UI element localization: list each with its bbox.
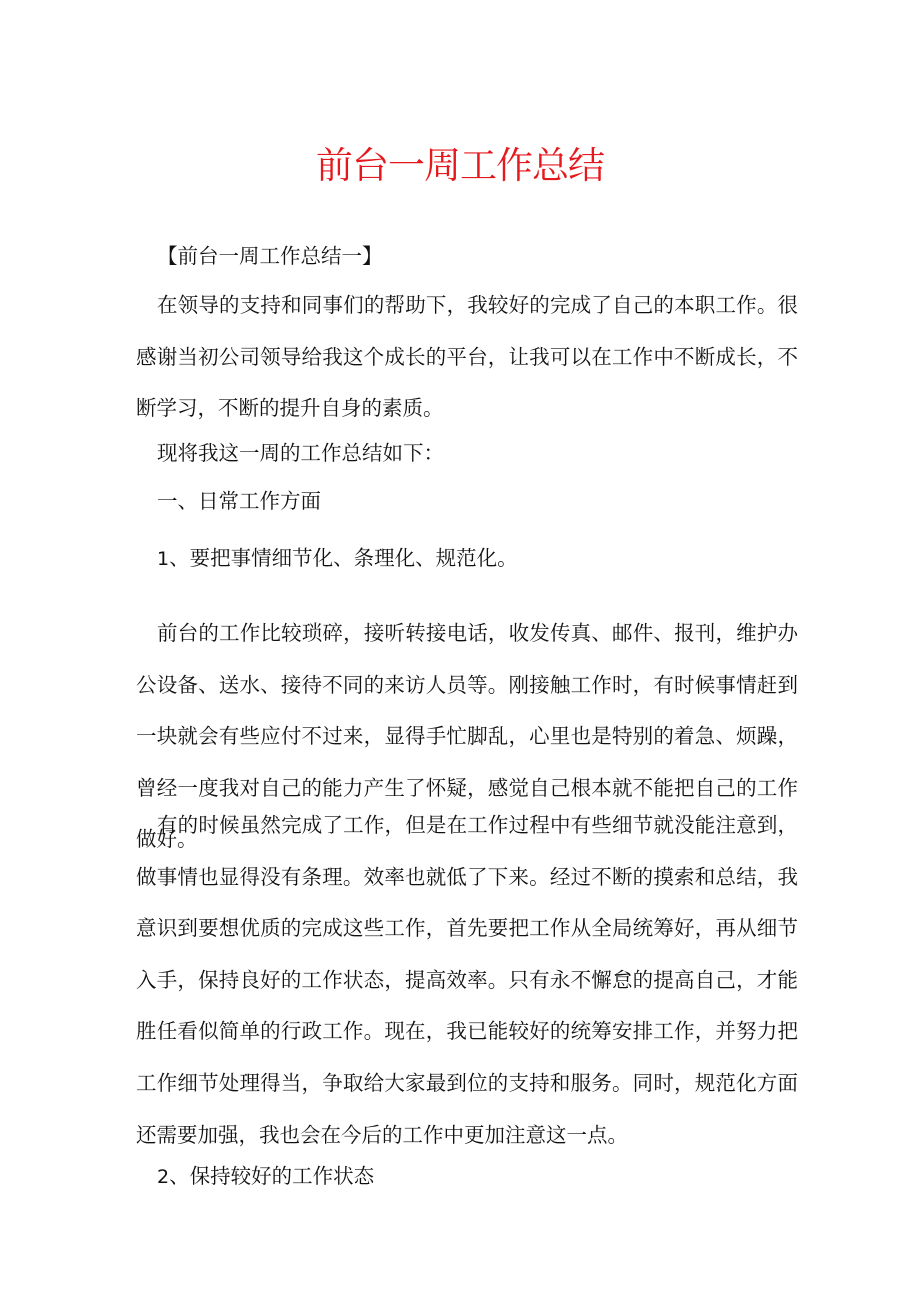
item-one-text: 、要把事情细节化、条理化、规范化。 — [169, 546, 518, 570]
item-two-heading — [157, 1161, 374, 1192]
item-two-number: 2 — [157, 1166, 170, 1188]
document-title: 前台一周工作总结 — [316, 144, 604, 187]
part-one-heading: 一、日常工作方面 — [157, 489, 321, 513]
item-two-text: 、保持较好的工作状态 — [169, 1164, 375, 1188]
paragraph-one: 前台的工作比较琐碎，接听转接电话，收发传真、邮件、报刊，维护办公设备、送水、接待不同的来访人员等。刚接触工作时，有时候事情赶到一块就会有些应付不过来，显得手忙脚乱，心里也是特别的着急、烦躁，曾经一度我对自己的能力产生了怀疑，感觉自己根本就不能把自己的工作做好。 — [136, 621, 798, 852]
item-one-number: 1 — [157, 548, 170, 570]
summary-lead: 现将我这一周的工作总结如下： — [157, 441, 444, 465]
intro-paragraph: 在领导的支持和同事们的帮助下，我较好的完成了自己的本职工作。很感谢当初公司领导给我这个成长的平台，让我可以在工作中不断成长，不断学习，不断的提升自身的素质。 — [136, 293, 798, 421]
section-heading: 【前台一周工作总结一】 — [157, 244, 383, 268]
item-one-heading — [157, 543, 518, 574]
paragraph-two: 有的时候虽然完成了工作，但是在工作过程中有些细节就没能注意到，做事情也显得没有条理。效率也就低了下来。经过不断的摸索和总结，我意识到要想优质的完成这些工作，首先要把工作从全局统筹好，再从细节入手，保持良好的工作状态，提高效率。只有永不懈怠的提高自己，才能胜任看似简单的行政工作。现在，我已能较好的统筹安排工作，并努力把工作细节处理得当，争取给大家最到位的支持和服务。同时，规范化方面还需要加强，我也会在今后的工作中更加注意这一点。 — [136, 813, 798, 1147]
